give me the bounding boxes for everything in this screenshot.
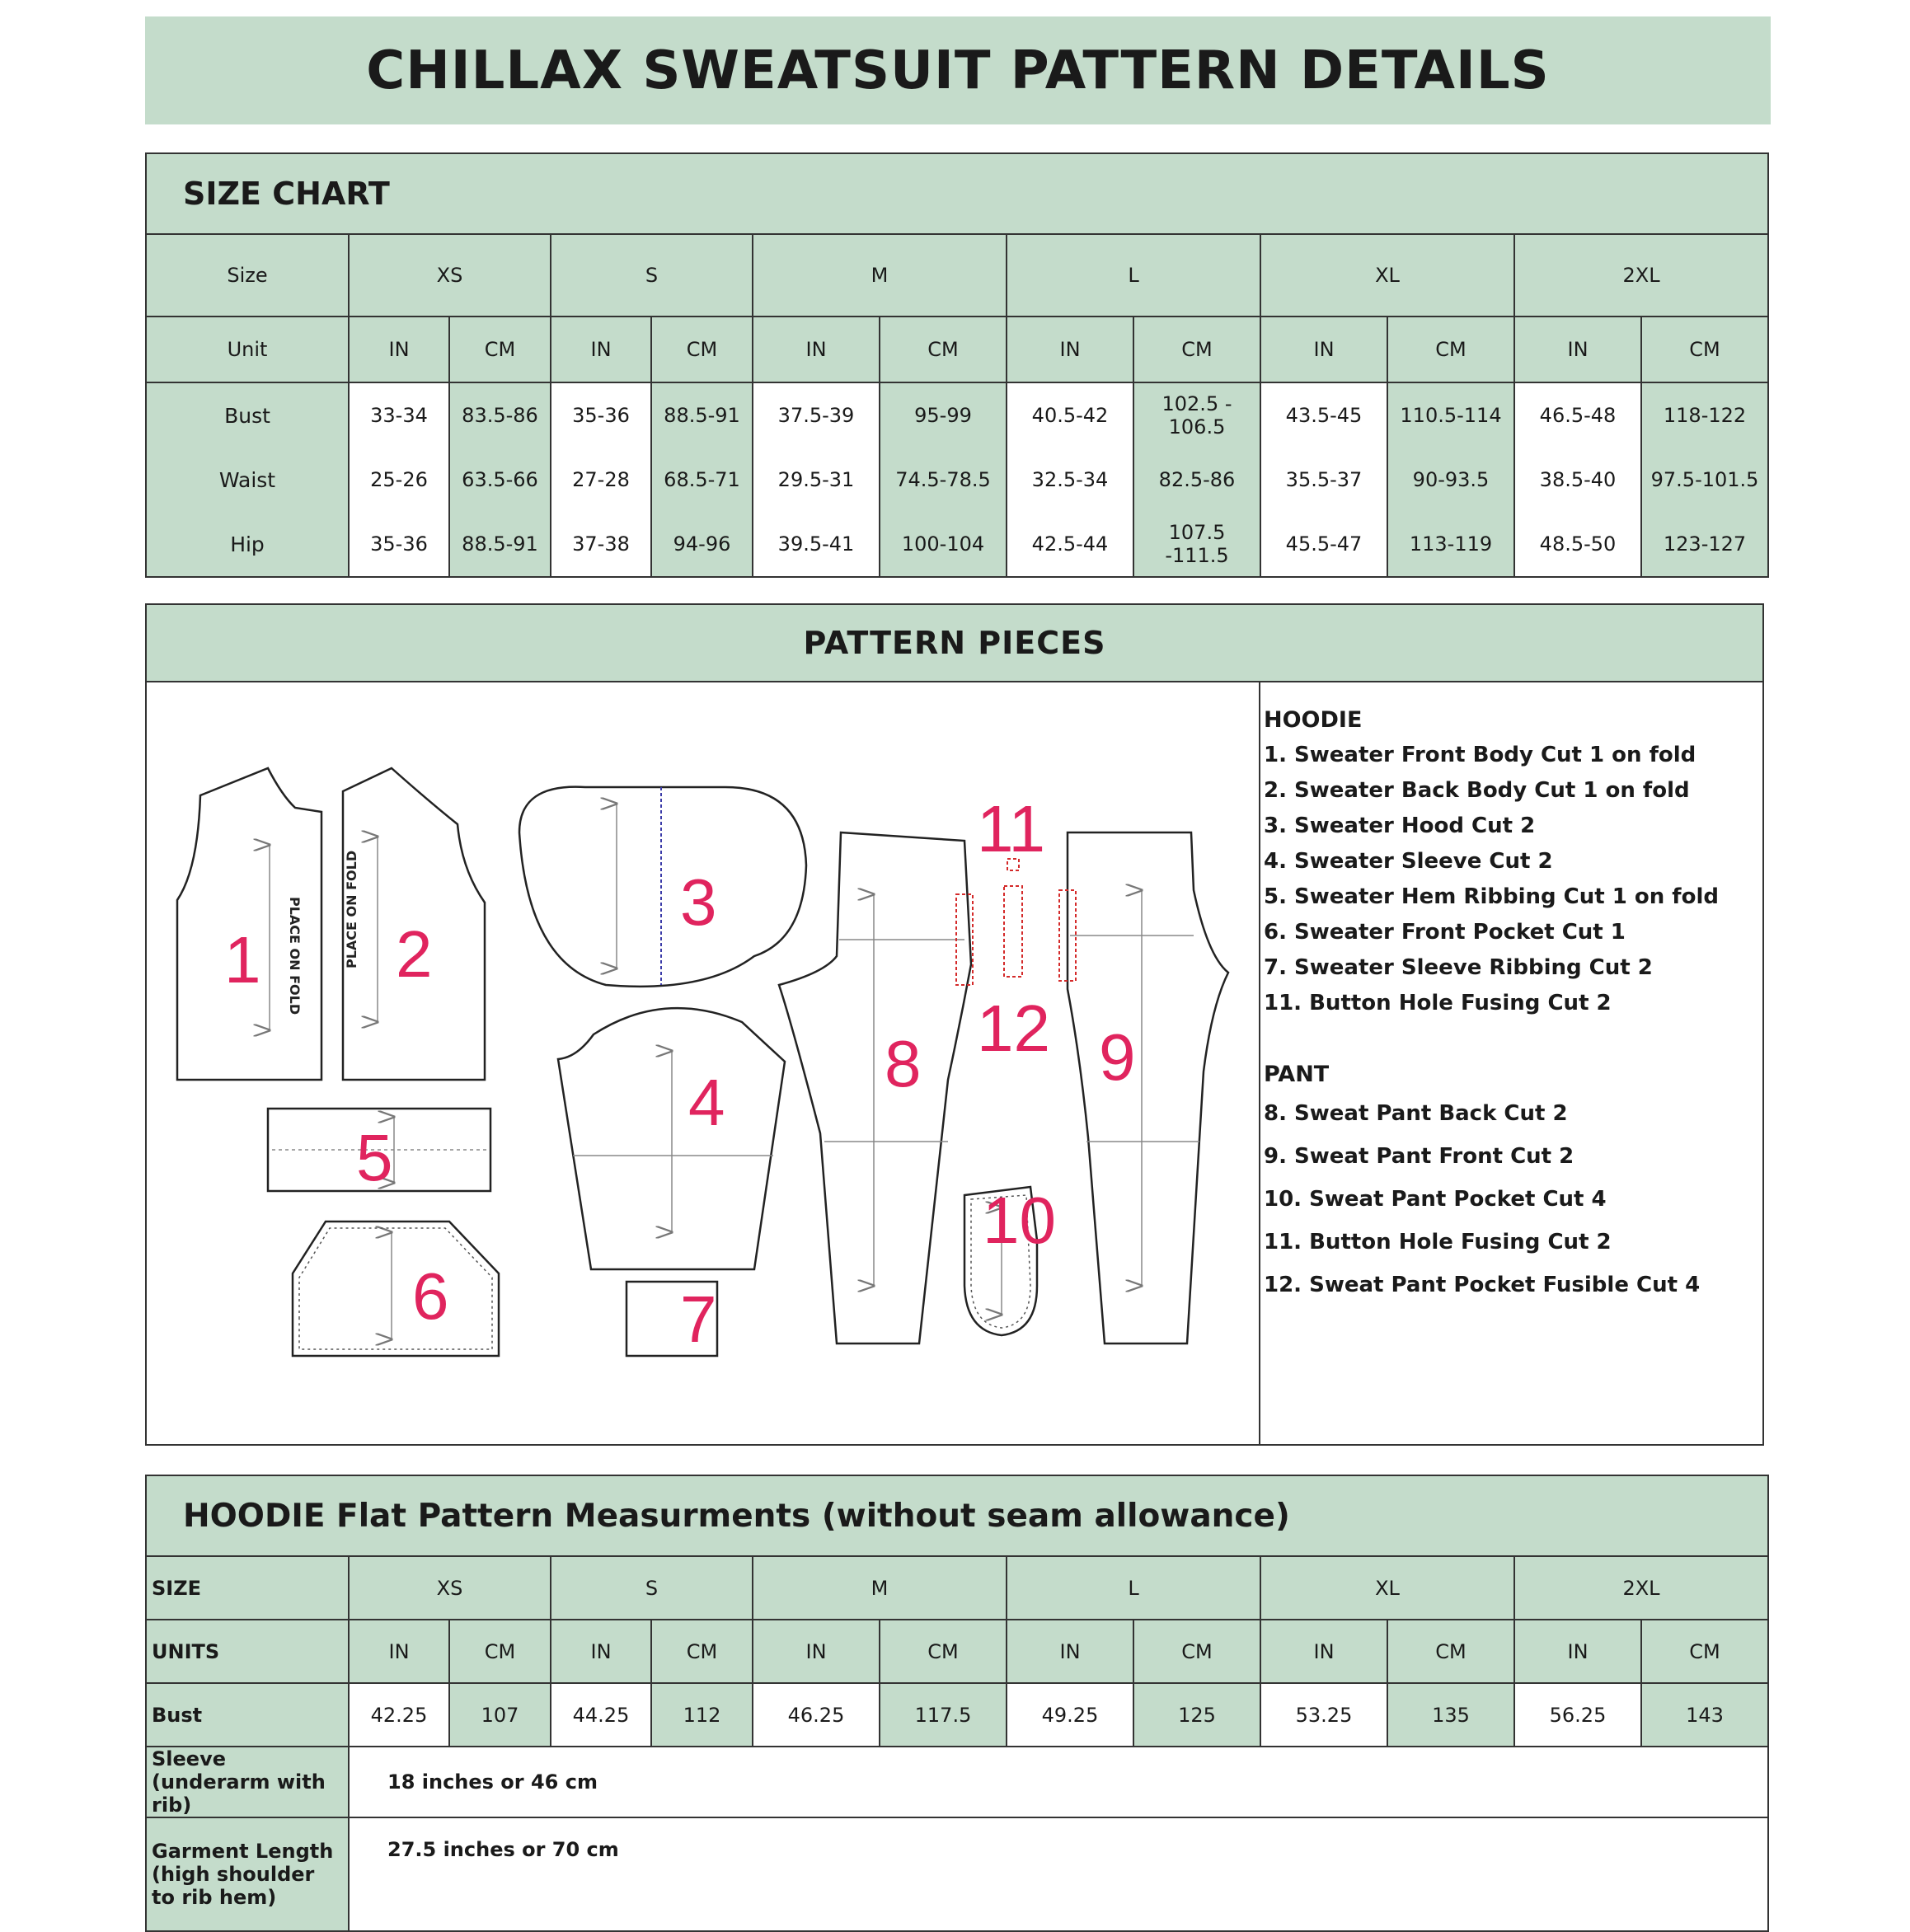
piece-number: 8 bbox=[885, 1027, 922, 1100]
fusing-piece bbox=[1004, 886, 1022, 977]
piece-number: 5 bbox=[356, 1121, 393, 1194]
table-cell: 112 bbox=[651, 1683, 753, 1747]
piece-number: 10 bbox=[983, 1184, 1056, 1257]
unit-header: CM bbox=[1387, 1620, 1514, 1683]
piece-number: 3 bbox=[680, 865, 717, 939]
size-header: L bbox=[1007, 1556, 1260, 1620]
pattern-pieces-diagram bbox=[147, 684, 1258, 1442]
table-cell: 53.25 bbox=[1260, 1683, 1387, 1747]
pattern-pieces-heading-bar bbox=[145, 603, 1764, 682]
panel-divider bbox=[1259, 682, 1260, 1446]
hoodie-measurements-heading: HOODIE Flat Pattern Measurments (without seam allowance) bbox=[146, 1475, 1768, 1556]
unit-header: IN bbox=[551, 1620, 651, 1683]
table-row bbox=[146, 1817, 1768, 1931]
unit-header: CM bbox=[651, 1620, 753, 1683]
unit-header: IN bbox=[1514, 1620, 1641, 1683]
pant-list-heading: PANT bbox=[1264, 1062, 1330, 1087]
table-cell: 37-38 bbox=[551, 512, 651, 577]
piece-pant-front bbox=[1068, 832, 1228, 1343]
list-item: 1. Sweater Front Body Cut 1 on fold bbox=[1264, 743, 1696, 767]
unit-label: Unit bbox=[146, 317, 349, 382]
sleeve-label bbox=[146, 1747, 349, 1817]
list-item: 10. Sweat Pant Pocket Cut 4 bbox=[1264, 1187, 1607, 1212]
table-row bbox=[146, 1747, 1768, 1817]
table-cell: 68.5-71 bbox=[651, 448, 753, 512]
table-cell: 32.5-34 bbox=[1007, 448, 1133, 512]
sleeve-label-line: (underarm with rib) bbox=[152, 1770, 326, 1817]
size-header: XL bbox=[1260, 234, 1514, 317]
table-cell: 107.5 -111.5 bbox=[1133, 512, 1260, 577]
table-cell: 63.5-66 bbox=[449, 448, 551, 512]
size-label: Size bbox=[146, 234, 349, 317]
length-label-line: (high shoulder bbox=[152, 1863, 315, 1886]
title-banner bbox=[145, 16, 1771, 124]
unit-header: CM bbox=[449, 1620, 551, 1683]
table-cell: 117.5 bbox=[880, 1683, 1007, 1747]
table-cell: 97.5-101.5 bbox=[1641, 448, 1768, 512]
table-cell: 56.25 bbox=[1514, 1683, 1641, 1747]
unit-header: IN bbox=[1007, 317, 1133, 382]
piece-number: 7 bbox=[680, 1283, 717, 1356]
unit-header: CM bbox=[1387, 317, 1514, 382]
table-cell: 45.5-47 bbox=[1260, 512, 1387, 577]
list-item: 11. Button Hole Fusing Cut 2 bbox=[1264, 1230, 1612, 1254]
pattern-pieces-heading: PATTERN PIECES bbox=[803, 625, 1106, 661]
table-cell: 33-34 bbox=[349, 382, 449, 448]
size-header: XS bbox=[349, 234, 551, 317]
table-cell: 107 bbox=[449, 1683, 551, 1747]
units-label: UNITS bbox=[146, 1620, 349, 1683]
table-cell: 143 bbox=[1641, 1683, 1768, 1747]
table-cell: 110.5-114 bbox=[1387, 382, 1514, 448]
unit-header: CM bbox=[449, 317, 551, 382]
piece-pant-back bbox=[779, 832, 971, 1343]
table-cell: 42.5-44 bbox=[1007, 512, 1133, 577]
pattern-pieces-list bbox=[1264, 702, 1758, 1306]
size-header: L bbox=[1007, 234, 1260, 317]
table-cell: 35.5-37 bbox=[1260, 448, 1387, 512]
size-chart-heading: SIZE CHART bbox=[146, 153, 1768, 234]
hoodie-measurements-table bbox=[145, 1475, 1769, 1932]
size-header: M bbox=[753, 1556, 1007, 1620]
size-chart-table bbox=[145, 152, 1769, 578]
size-header: 2XL bbox=[1514, 1556, 1768, 1620]
table-cell: 40.5-42 bbox=[1007, 382, 1133, 448]
size-header: M bbox=[753, 234, 1007, 317]
list-item: 3. Sweater Hood Cut 2 bbox=[1264, 814, 1536, 838]
size-header: XS bbox=[349, 1556, 551, 1620]
piece-number: 2 bbox=[396, 917, 433, 991]
list-item: 9. Sweat Pant Front Cut 2 bbox=[1264, 1144, 1574, 1169]
table-cell: 35-36 bbox=[349, 512, 449, 577]
table-row bbox=[146, 1683, 1768, 1747]
list-item: 12. Sweat Pant Pocket Fusible Cut 4 bbox=[1264, 1273, 1701, 1297]
size-header: S bbox=[551, 234, 753, 317]
unit-header: IN bbox=[753, 317, 880, 382]
piece-number: 6 bbox=[412, 1259, 449, 1333]
bust-label: Bust bbox=[146, 1683, 349, 1747]
table-cell: 83.5-86 bbox=[449, 382, 551, 448]
unit-header: CM bbox=[1641, 1620, 1768, 1683]
table-cell: 118-122 bbox=[1641, 382, 1768, 448]
fold-label: PLACE ON FOLD bbox=[344, 850, 359, 968]
table-cell: 25-26 bbox=[349, 448, 449, 512]
table-cell: 102.5 - 106.5 bbox=[1133, 382, 1260, 448]
length-label-line: to rib hem) bbox=[152, 1886, 277, 1909]
piece-number: 9 bbox=[1099, 1020, 1136, 1094]
table-row bbox=[146, 448, 1768, 512]
size-header: 2XL bbox=[1514, 234, 1768, 317]
list-item: 5. Sweater Hem Ribbing Cut 1 on fold bbox=[1264, 884, 1719, 909]
unit-header: IN bbox=[1007, 1620, 1133, 1683]
row-label: Hip bbox=[146, 512, 349, 577]
piece-number: 11 bbox=[977, 792, 1046, 865]
table-cell: 125 bbox=[1133, 1683, 1260, 1747]
table-cell: 74.5-78.5 bbox=[880, 448, 1007, 512]
unit-header: CM bbox=[1133, 317, 1260, 382]
list-item: 4. Sweater Sleeve Cut 2 bbox=[1264, 849, 1553, 874]
piece-front-pocket bbox=[293, 1222, 499, 1356]
table-cell: 27-28 bbox=[551, 448, 651, 512]
table-cell: 90-93.5 bbox=[1387, 448, 1514, 512]
table-cell: 44.25 bbox=[551, 1683, 651, 1747]
table-cell: 88.5-91 bbox=[651, 382, 753, 448]
table-cell: 100-104 bbox=[880, 512, 1007, 577]
unit-header: IN bbox=[1514, 317, 1641, 382]
table-cell: 42.25 bbox=[349, 1683, 449, 1747]
table-cell: 113-119 bbox=[1387, 512, 1514, 577]
unit-header: CM bbox=[1133, 1620, 1260, 1683]
unit-header: IN bbox=[349, 1620, 449, 1683]
page-title: CHILLAX SWEATSUIT PATTERN DETAILS bbox=[366, 40, 1550, 101]
table-cell: 48.5-50 bbox=[1514, 512, 1641, 577]
table-cell: 135 bbox=[1387, 1683, 1514, 1747]
unit-header: IN bbox=[1260, 1620, 1387, 1683]
table-cell: 123-127 bbox=[1641, 512, 1768, 577]
unit-header: CM bbox=[880, 1620, 1007, 1683]
table-cell: 82.5-86 bbox=[1133, 448, 1260, 512]
list-item: 6. Sweater Front Pocket Cut 1 bbox=[1264, 920, 1626, 945]
unit-header: IN bbox=[349, 317, 449, 382]
unit-header: CM bbox=[1641, 317, 1768, 382]
list-item: 7. Sweater Sleeve Ribbing Cut 2 bbox=[1264, 955, 1653, 980]
fold-label: PLACE ON FOLD bbox=[287, 897, 303, 1015]
row-label: Bust bbox=[146, 382, 349, 448]
piece-number: 1 bbox=[224, 923, 261, 996]
size-label: SIZE bbox=[146, 1556, 349, 1620]
table-cell: 38.5-40 bbox=[1514, 448, 1641, 512]
unit-header: IN bbox=[753, 1620, 880, 1683]
table-cell: 46.5-48 bbox=[1514, 382, 1641, 448]
table-cell: 37.5-39 bbox=[753, 382, 880, 448]
table-cell: 94-96 bbox=[651, 512, 753, 577]
piece-hood bbox=[519, 787, 806, 987]
sleeve-label-line: Sleeve bbox=[152, 1747, 226, 1770]
sleeve-value: 18 inches or 46 cm bbox=[349, 1747, 1768, 1817]
table-cell: 35-36 bbox=[551, 382, 651, 448]
piece-number: 12 bbox=[977, 992, 1050, 1065]
list-item: 8. Sweat Pant Back Cut 2 bbox=[1264, 1101, 1568, 1126]
unit-header: IN bbox=[551, 317, 651, 382]
piece-number: 4 bbox=[688, 1066, 725, 1139]
table-cell: 46.25 bbox=[753, 1683, 880, 1747]
hoodie-list-heading: HOODIE bbox=[1264, 707, 1363, 733]
size-header: S bbox=[551, 1556, 753, 1620]
row-label: Waist bbox=[146, 448, 349, 512]
garment-length-value: 27.5 inches or 70 cm bbox=[349, 1817, 1768, 1931]
length-label-line: Garment Length bbox=[152, 1840, 334, 1863]
table-row bbox=[146, 512, 1768, 577]
table-cell: 88.5-91 bbox=[449, 512, 551, 577]
list-item: 2. Sweater Back Body Cut 1 on fold bbox=[1264, 778, 1690, 803]
garment-length-label bbox=[146, 1817, 349, 1931]
table-cell: 39.5-41 bbox=[753, 512, 880, 577]
unit-header: CM bbox=[880, 317, 1007, 382]
table-cell: 43.5-45 bbox=[1260, 382, 1387, 448]
table-row bbox=[146, 382, 1768, 448]
size-header: XL bbox=[1260, 1556, 1514, 1620]
list-item: 11. Button Hole Fusing Cut 2 bbox=[1264, 991, 1612, 1015]
unit-header: IN bbox=[1260, 317, 1387, 382]
table-cell: 95-99 bbox=[880, 382, 1007, 448]
unit-header: CM bbox=[651, 317, 753, 382]
table-cell: 49.25 bbox=[1007, 1683, 1133, 1747]
table-cell: 29.5-31 bbox=[753, 448, 880, 512]
